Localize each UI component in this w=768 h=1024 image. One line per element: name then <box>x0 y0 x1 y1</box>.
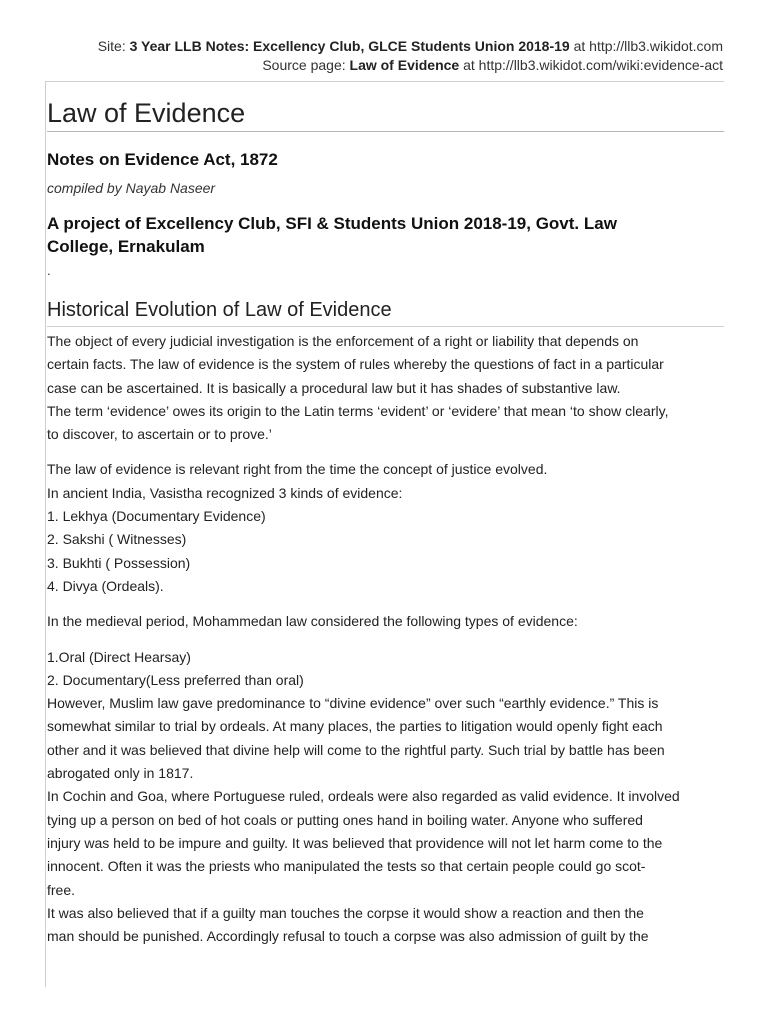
source-label: Source page: <box>262 57 350 73</box>
body-line: man should be punished. Accordingly refusal to touch a corpse was also admission of guilt by the <box>47 928 649 945</box>
compiled-by: compiled by Nayab Naseer <box>47 180 216 196</box>
header-divider <box>45 81 724 82</box>
body-line: to discover, to ascertain or to prove.’ <box>47 426 272 443</box>
site-header <box>33 37 723 75</box>
notes-heading: Notes on Evidence Act, 1872 <box>47 150 278 169</box>
title-divider <box>47 131 724 132</box>
body-line: In ancient India, Vasistha recognized 3 kinds of evidence: <box>47 484 403 501</box>
project-heading-line-1: A project of Excellency Club, SFI & Students Union 2018-19, Govt. Law <box>47 214 617 233</box>
section-title: Historical Evolution of Law of Evidence <box>47 299 392 321</box>
page-content <box>47 96 723 948</box>
list-item: 1.Oral (Direct Hearsay) <box>47 648 191 665</box>
section-divider <box>47 326 724 327</box>
left-margin-rule <box>45 82 46 987</box>
body-line: The law of evidence is relevant right from the time the concept of justice evolved. <box>47 461 548 478</box>
separator-dot: . <box>47 263 51 278</box>
body-line: In the medieval period, Mohammedan law considered the following types of evidence: <box>47 613 578 630</box>
paragraph-gap <box>47 634 723 646</box>
body-line: The object of every judicial investigation is the enforcement of a right or liability that depends on <box>47 333 639 349</box>
project-heading <box>47 212 723 258</box>
body-line: other and it was believed that divine help will come to the rightful party. Such trial by battle has been <box>47 741 665 758</box>
source-name[interactable]: Law of Evidence <box>349 57 460 73</box>
body-line: somewhat similar to trial by ordeals. At many places, the parties to litigation would openly fight each <box>47 718 663 735</box>
site-label: Site: <box>97 38 130 54</box>
body-line: certain facts. The law of evidence is the system of rules whereby the questions of fact in a particular <box>47 356 664 373</box>
body-line: free. <box>47 881 76 898</box>
paragraph-gap <box>47 446 723 458</box>
body-line: The term ‘evidence’ owes its origin to the Latin terms ‘evident’ or ‘evidere’ that mean ‘to show clearly, <box>47 402 669 419</box>
body-line: innocent. Often it was the priests who manipulated the tests so that certain people could go scot- <box>47 858 646 875</box>
source-line <box>33 56 723 75</box>
body-line: However, Muslim law gave predominance to “divine evidence” over such “earthly evidence.” This is <box>47 695 659 712</box>
section-body <box>47 330 723 948</box>
list-item: 2. Documentary(Less preferred than oral) <box>47 671 304 688</box>
list-item: 2. Sakshi ( Witnesses) <box>47 531 187 548</box>
body-line: abrogated only in 1817. <box>47 765 194 782</box>
site-line <box>33 37 723 56</box>
source-url: at http://llb3.wikidot.com/wiki:evidence-act <box>459 57 723 73</box>
site-url: at http://llb3.wikidot.com <box>569 38 723 54</box>
site-name[interactable]: 3 Year LLB Notes: Excellency Club, GLCE Students Union 2018-19 <box>129 38 570 54</box>
page-title: Law of Evidence <box>47 98 246 128</box>
list-item: 3. Bukhti ( Possession) <box>47 554 191 571</box>
body-line: In Cochin and Goa, where Portuguese ruled, ordeals were also regarded as valid evidence. It involved <box>47 788 680 805</box>
project-heading-line-2: College, Ernakulam <box>47 237 205 256</box>
body-line: injury was held to be impure and guilty. It was believed that providence will not let harm come to the <box>47 834 663 851</box>
paragraph-gap <box>47 598 723 610</box>
body-line: It was also believed that if a guilty man touches the corpse it would show a reaction and then the <box>47 904 644 921</box>
body-line: case can be ascertained. It is basically a procedural law but it has shades of substantive law. <box>47 379 621 396</box>
body-line: tying up a person on bed of hot coals or putting ones hand in boiling water. Anyone who suffered <box>47 811 643 828</box>
list-item: 1. Lekhya (Documentary Evidence) <box>47 508 266 525</box>
list-item: 4. Divya (Ordeals). <box>47 577 164 594</box>
